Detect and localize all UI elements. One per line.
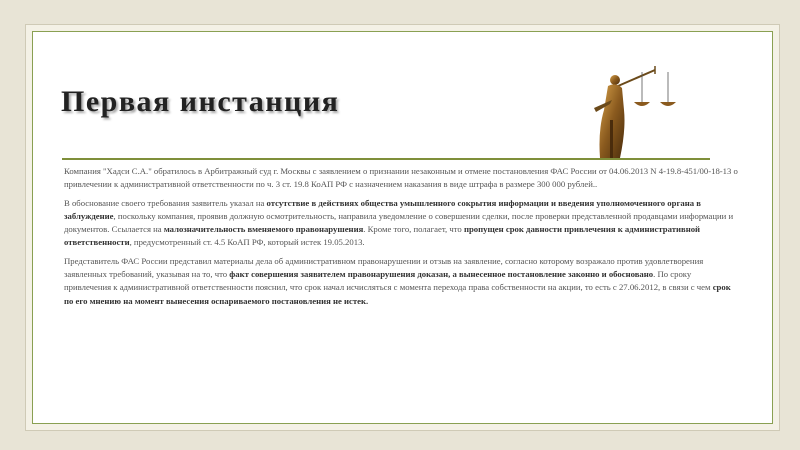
bold-text: пропущен срок давности привлечения к административной ответственности [64, 224, 701, 248]
text: Представитель ФАС России представил материалы дела об административном правонарушении и отзыв на заявление, согласно которому возражало против удовлетворения заявленных требований, указывая на то, что [64, 255, 704, 280]
bold-text: факт совершения заявителем правонарушения доказан, а вынесенное постановление законно и обосновано [229, 269, 654, 280]
bold-text: срок по его мнению на момент вынесения оспариваемого постановления не истек. [64, 282, 731, 306]
bold-text: отсутствие в действиях общества умышленного сокрытия информации и введения уполномоченного органа в заблуждение [64, 197, 701, 221]
text: , предусмотренный ст. 4.5 КоАП РФ, который истек 19.05.2013. [129, 237, 365, 248]
paragraph-2 [62, 197, 740, 250]
slide-content [62, 165, 740, 313]
text: . Кроме того, полагает, что [363, 224, 464, 235]
text: . По сроку привлечения к административной ответственности пояснил, что срок начал исчисляться с момента перехода права собственности на акции, то есть с 27.06.2012, в связи с чем [64, 269, 713, 293]
title-underline [62, 158, 710, 160]
paragraph-3 [62, 255, 740, 308]
themis-statue-icon [580, 60, 680, 160]
text: Компания "Хадси С.А." обратилось в Арбитражный суд г. Москвы с заявлением о признании незаконным и отмене постановления ФАС России от 04.06.2013 N 4-19.8-451/00-18-13 о привлечении к административной ответственности по ч. 3 ст. 19.8 КоАП РФ с назначением наказания в виде штрафа в размере 300 000 рублей.. [64, 166, 738, 190]
paragraph-1 [62, 165, 740, 192]
text: , поскольку компания, проявив должную осмотрительность, направила уведомление о совершении сделки, после проверки представленной продавцами информации и документов. Ссылается на [64, 210, 734, 235]
text: В обоснование своего требования заявитель указал на [64, 197, 267, 208]
slide-title: Первая инстанция [61, 85, 340, 118]
bold-text: малозначительность вменяемого правонарушения [163, 224, 364, 235]
